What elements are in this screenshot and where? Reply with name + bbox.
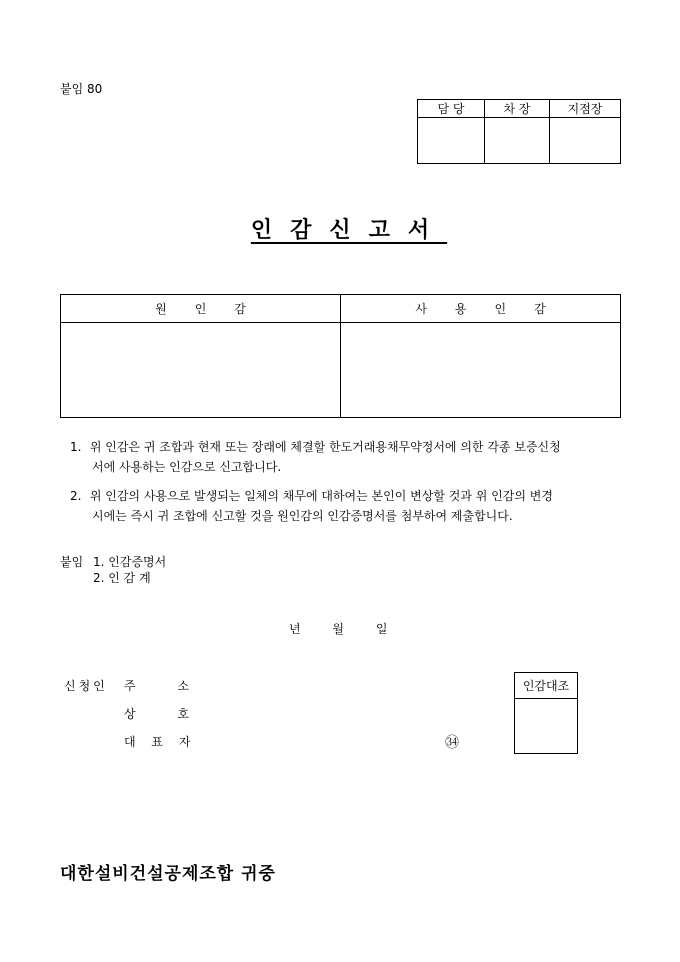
approval-box-manager[interactable] (418, 118, 485, 164)
approval-header-deputy: 차 장 (485, 100, 550, 118)
paragraph-2-line-1: 위 인감의 사용으로 발생되는 일체의 채무에 대하여는 본인이 변상할 것과 위 인감의 변경 (89, 489, 553, 503)
document-title-wrap (0, 213, 680, 244)
approval-table (417, 99, 621, 164)
approval-box-branch-head[interactable] (550, 118, 621, 164)
representative-label: 대 표 자 (124, 735, 191, 749)
seal-comparison-table (514, 672, 578, 754)
addressee: 대한설비건설공제조합 귀중 (60, 864, 276, 884)
paragraph-2 (70, 486, 622, 526)
seal-comparison-label: 인감대조 (515, 673, 578, 699)
paragraph-1-line-1: 위 인감은 귀 조합과 현재 또는 장래에 체결할 한도거래용채무약정서에 의한 각종 보증신청 (89, 440, 561, 454)
annex-label: 붙임 80 (60, 82, 103, 96)
paragraph-1-number: 1. (70, 440, 82, 454)
attachment-item: 2. 인 감 계 (93, 571, 151, 585)
approval-box-deputy[interactable] (485, 118, 550, 164)
paragraph-1 (70, 437, 622, 477)
seal-box-original[interactable] (61, 323, 341, 418)
address-label: 주 소 (124, 679, 189, 693)
document-title: 인감신고서 (250, 217, 448, 243)
paragraph-2-number: 2. (70, 489, 82, 503)
seal-comparison-box[interactable] (515, 699, 578, 754)
seal-box-usage[interactable] (341, 323, 621, 418)
attachments (60, 554, 166, 586)
date-line: 년 월 일 (289, 622, 388, 636)
applicant-label: 신청인 (64, 679, 108, 693)
seal-header-original: 원인감 (61, 295, 341, 323)
paragraph-1-line-2: 서에 사용하는 인감으로 신고합니다. (92, 460, 282, 474)
company-label: 상 호 (124, 707, 189, 721)
seal-header-usage: 사용인감 (341, 295, 621, 323)
attachments-label: 붙임 (60, 555, 84, 569)
paragraph-2-line-2: 시에는 즉시 귀 조합에 신고할 것을 원인감의 인감증명서를 첨부하여 제출합니다. (92, 509, 513, 523)
seal-mark-icon: ㉞ (445, 735, 459, 751)
approval-header-manager: 담 당 (418, 100, 485, 118)
seal-table (60, 294, 621, 418)
attachment-item: 1. 인감증명서 (93, 555, 167, 569)
approval-header-branch-head: 지점장 (550, 100, 621, 118)
